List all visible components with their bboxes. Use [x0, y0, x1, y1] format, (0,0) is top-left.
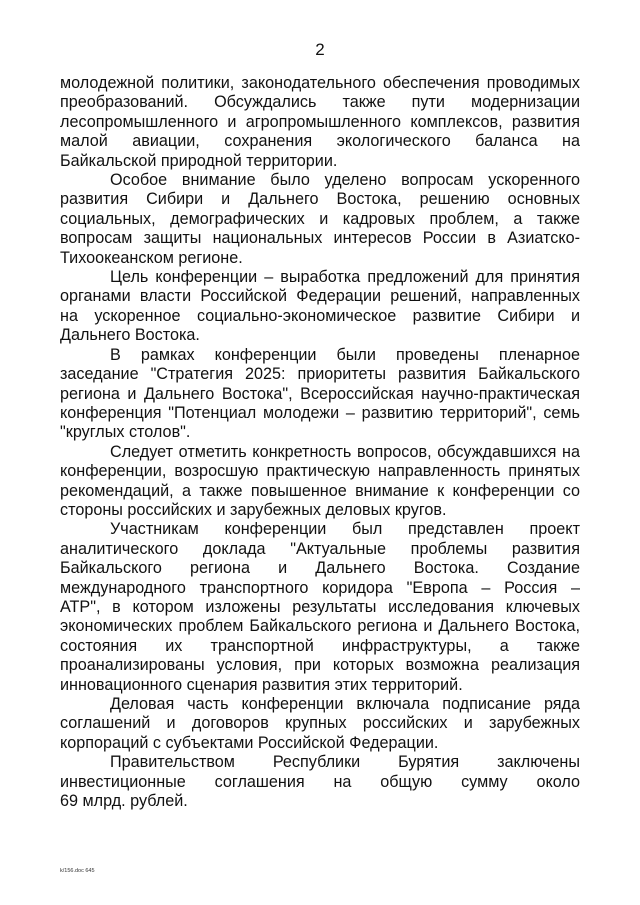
- text-line: рекомендаций, а также повышенное внимание к конференции со: [60, 481, 580, 500]
- text-line: лесопромышленного и агропромышленного комплексов, развития: [60, 112, 580, 131]
- text-line: "круглых столов".: [60, 423, 191, 442]
- text-line: Следует отметить конкретность вопросов, обсуждавшихся на: [110, 442, 580, 461]
- text-line: Правительством Республики Бурятия заключены: [110, 753, 580, 772]
- text-line: вопросам защиты национальных интересов России в Азиатско-: [60, 229, 580, 248]
- text-line: Байкальской природной территории.: [60, 151, 338, 170]
- text-line: социальных, демографических и кадровых проблем, а также: [60, 209, 580, 228]
- text-line: конференция "Потенциал молодежи – развитию территорий", семь: [60, 403, 580, 422]
- paragraph: [60, 268, 580, 346]
- text-line: развития Сибири и Дальнего Востока, решению основных: [60, 190, 580, 209]
- footer-filename: k/156.doc 645: [60, 868, 95, 874]
- text-line: малой авиации, сохранения экологического баланса на: [60, 132, 580, 151]
- text-line: международного транспортного коридора "Европа – Россия –: [60, 578, 580, 597]
- text-line: инвестиционные соглашения на общую сумму около: [60, 772, 580, 791]
- text-line: аналитического доклада "Актуальные проблемы развития: [60, 539, 580, 558]
- text-line: Деловая часть конференции включала подписание ряда: [110, 695, 580, 713]
- text-line: корпораций с субъектами Российской Федерации.: [60, 733, 439, 752]
- text-line: преобразований. Обсуждались также пути модернизации: [60, 93, 580, 112]
- text-line: Цель конференции – выработка предложений для принятия: [110, 268, 580, 287]
- paragraph: [60, 753, 580, 811]
- paragraph: [60, 695, 580, 753]
- text-line: состояния их транспортной инфраструктуры, а также: [60, 636, 580, 655]
- paragraph: [60, 520, 580, 695]
- text-line: Байкальского региона и Дальнего Востока. Создание: [60, 559, 580, 578]
- text-line: экономических проблем Байкальского региона и Дальнего Востока,: [60, 617, 580, 636]
- text-line: заседание "Стратегия 2025: приоритеты развития Байкальского: [60, 365, 580, 384]
- text-line: 69 млрд. рублей.: [60, 792, 188, 811]
- page-number: 2: [315, 40, 325, 59]
- text-line: стороны российских и зарубежных деловых кругов.: [60, 500, 447, 519]
- text-line: органами власти Российской Федерации решений, направленных: [60, 287, 580, 306]
- text-line: региона и Дальнего Востока", Всероссийская научно-практическая: [60, 384, 580, 403]
- text-line: АТР", в котором изложены результаты исследования ключевых: [60, 597, 580, 616]
- text-line: Дальнего Востока.: [60, 326, 200, 345]
- body-text: [60, 74, 580, 811]
- text-line: конференции, возросшую практическую направленность принятых: [60, 462, 580, 481]
- paragraph: [60, 443, 580, 521]
- paragraph: [60, 74, 580, 171]
- text-line: Тихоокеанском регионе.: [60, 248, 243, 267]
- text-line: В рамках конференции были проведены пленарное: [110, 345, 580, 364]
- text-line: Участникам конференции был представлен проект: [110, 520, 580, 539]
- paragraph: [60, 171, 580, 268]
- text-line: Особое внимание было уделено вопросам ускоренного: [110, 171, 580, 190]
- text-line: на ускоренное социально-экономическое развитие Сибири и: [60, 306, 580, 325]
- text-line: соглашений и договоров крупных российских и зарубежных: [60, 714, 580, 733]
- text-line: проанализированы условия, при которых возможна реализация: [60, 656, 580, 675]
- text-line: молодежной политики, законодательного обеспечения проводимых: [60, 74, 580, 92]
- paragraph: [60, 346, 580, 443]
- text-line: инновационного сценария развития этих территорий.: [60, 675, 463, 694]
